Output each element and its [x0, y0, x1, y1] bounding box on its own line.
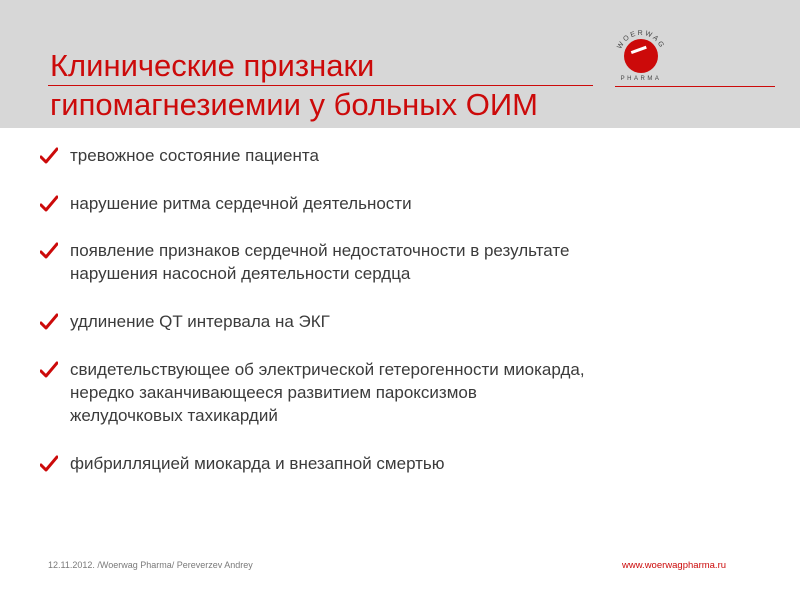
- checkmark-icon: [40, 455, 58, 473]
- logo-underline: [615, 86, 775, 87]
- logo-sub-text: PHARMA: [620, 76, 662, 82]
- bullet-text: свидетельствующее об электрической гетерогенности миокарда,: [70, 360, 585, 379]
- bullet-item: [40, 358, 780, 427]
- bullet-item: [40, 192, 780, 215]
- checkmark-icon: [40, 361, 58, 379]
- bullet-text: фибрилляцией миокарда и внезапной смертью: [70, 454, 445, 473]
- woerwag-logo-icon: [612, 26, 670, 82]
- checkmark-icon: [40, 313, 58, 331]
- checkmark-icon: [40, 147, 58, 165]
- footer-website-link[interactable]: www.woerwagpharma.ru: [622, 560, 727, 571]
- checkmark-icon: [40, 242, 58, 260]
- bullet-item: [40, 452, 780, 475]
- footer-date-author: 12.11.2012. /Woerwag Pharma/ Pereverzev Andrey: [48, 560, 253, 570]
- slide-title-line-1: Клинические признаки: [50, 48, 375, 83]
- bullet-text: нарушения насосной деятельности сердца: [70, 264, 411, 283]
- slide-title-line-2: гипомагнезиемии у больных ОИМ: [50, 87, 538, 122]
- logo-ring-text: WOERWAG: [616, 29, 666, 51]
- woerwag-logo-svg: [612, 26, 670, 82]
- checkmark-icon: [40, 195, 58, 213]
- bullet-text: появление признаков сердечной недостаточности в результате: [70, 241, 570, 260]
- bullet-item: [40, 239, 780, 285]
- bullet-item: [40, 144, 780, 167]
- title-underline: [48, 85, 593, 86]
- bullet-text: нередко заканчивающееся развитием пароксизмов: [70, 383, 477, 402]
- bullet-text: удлинение QT интервала на ЭКГ: [70, 312, 330, 331]
- bullet-item: [40, 310, 780, 333]
- bullet-text: тревожное состояние пациента: [70, 146, 319, 165]
- bullet-text: желудочковых тахикардий: [70, 406, 278, 425]
- bullet-text: нарушение ритма сердечной деятельности: [70, 194, 412, 213]
- bullet-list: [40, 144, 780, 475]
- logo-disc: [624, 39, 658, 73]
